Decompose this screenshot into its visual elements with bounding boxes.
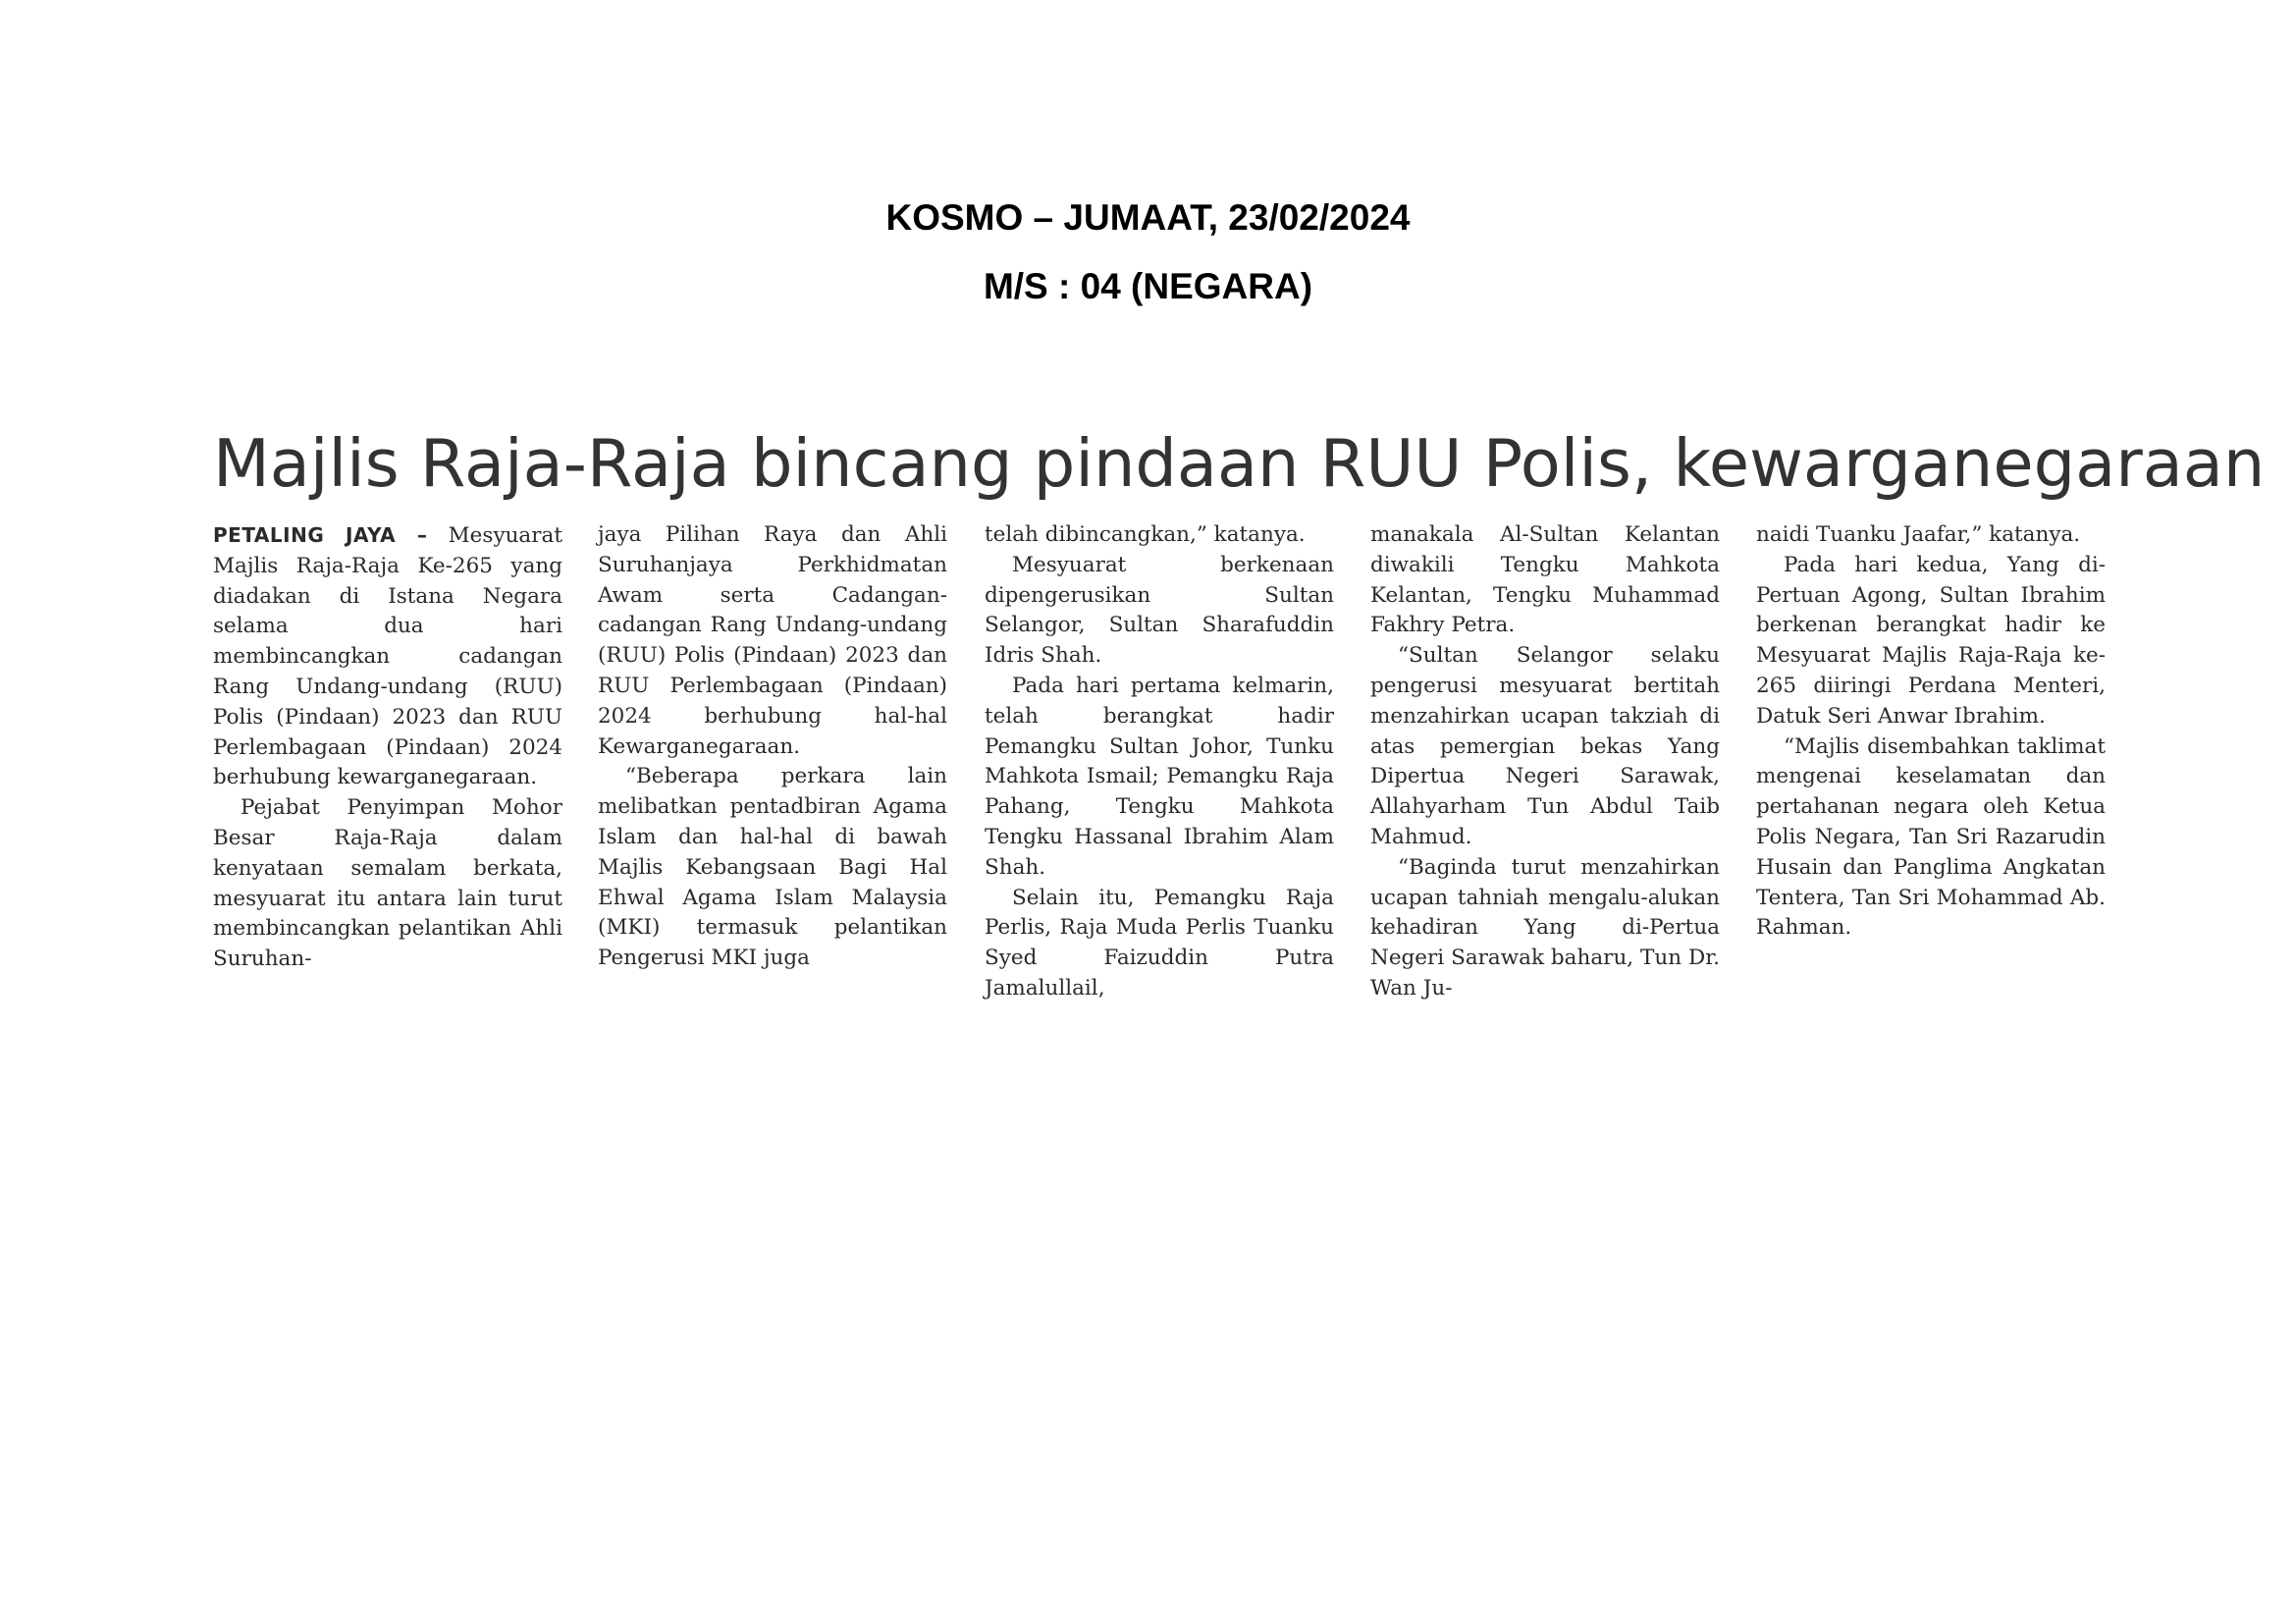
article-paragraph: naidi Tuanku Jaafar,” katanya. xyxy=(1756,522,2081,547)
article-column-3 xyxy=(985,520,1334,1004)
page-section-header: M/S : 04 (NEGARA) xyxy=(983,266,1313,306)
article-paragraph: Selain itu, Pemangku Raja Perlis, Raja Muda Perlis Tuanku Syed Faizuddin Putra Jamalullail, xyxy=(985,885,1334,1001)
article-paragraph: “Sultan Selangor selaku pengerusi mesyuarat bertitah menzahirkan ucapan takziah di atas pemergian bekas Yang Dipertua Negeri Sarawak, Allahyarham Tun Abdul Taib Mahmud. xyxy=(1370,643,1720,849)
dateline: PETALING JAYA – xyxy=(213,523,428,547)
article-paragraph: “Baginda turut menzahirkan ucapan tahniah mengalu-alukan kehadiran Yang di-Pertua Negeri Sarawak baharu, Tun Dr. Wan Ju- xyxy=(1370,854,1720,1001)
article-paragraph xyxy=(213,520,562,793)
article-paragraph: “Majlis disembahkan taklimat mengenai keselamatan dan pertahanan negara oleh Ketua Polis Negara, Tan Sri Razarudin Husain dan Panglima Angkatan Tentera, Tan Sri Mohammad Ab. Rahman. xyxy=(1756,733,2106,941)
article-paragraph: manakala Al-Sultan Kelantan diwakili Tengku Mahkota Kelantan, Tengku Muhammad Fakhry Petra. xyxy=(1370,522,1720,638)
article-paragraph: Pada hari pertama kelmarin, telah berangkat hadir Pemangku Sultan Johor, Tunku Mahkota Ismail; Pemangku Raja Pahang, Tengku Mahkota Tengku Hassanal Ibrahim Alam Shah. xyxy=(985,673,1334,880)
article-column-2 xyxy=(598,520,947,974)
article-paragraph: jaya Pilihan Raya dan Ahli Suruhanjaya Perkhidmatan Awam serta Cadangan-cadangan Rang Undang-undang (RUU) Polis (Pindaan) 2023 dan RUU Perlembagaan (Pindaan) 2024 berhubung hal-hal Kewarganegaraan. xyxy=(598,522,947,759)
article-headline: Majlis Raja-Raja bincang pindaan RUU Polis, kewarganegaraan xyxy=(213,425,2266,502)
article-paragraph: telah dibincangkan,” katanya. xyxy=(985,522,1306,547)
article-paragraph: Pada hari kedua, Yang di-Pertuan Agong, Sultan Ibrahim berkenan berangkat hadir ke Mesyuarat Majlis Raja-Raja ke-265 diiringi Perdana Menteri, Datuk Seri Anwar Ibrahim. xyxy=(1756,552,2106,729)
article-paragraph: Mesyuarat berkenaan dipengerusikan Sultan Selangor, Sultan Sharafuddin Idris Shah. xyxy=(985,552,1334,669)
article-column-5 xyxy=(1756,520,2106,944)
publication-date-header: KOSMO – JUMAAT, 23/02/2024 xyxy=(885,197,1411,238)
paragraph-text: Mesyuarat Majlis Raja-Raja Ke-265 yang diadakan di Istana Negara selama dua hari membincangkan cadangan Rang Undang-undang (RUU) Polis (Pindaan) 2023 dan RUU Perlembagaan (Pindaan) 2024 berhubung kewarganegaraan. xyxy=(213,523,562,790)
article-paragraph: Pejabat Penyimpan Mohor Besar Raja-Raja dalam kenyataan semalam berkata, mesyuarat itu antara lain turut membincangkan pelantikan Ahli Suruhan- xyxy=(213,795,562,972)
article-column-1 xyxy=(213,520,562,975)
article-paragraph: “Beberapa perkara lain melibatkan pentadbiran Agama Islam dan hal-hal di bawah Majlis Kebangsaan Bagi Hal Ehwal Agama Islam Malaysia (MKI) termasuk pelantikan Pengerusi MKI juga xyxy=(598,764,947,971)
article-column-4 xyxy=(1370,520,1720,1004)
